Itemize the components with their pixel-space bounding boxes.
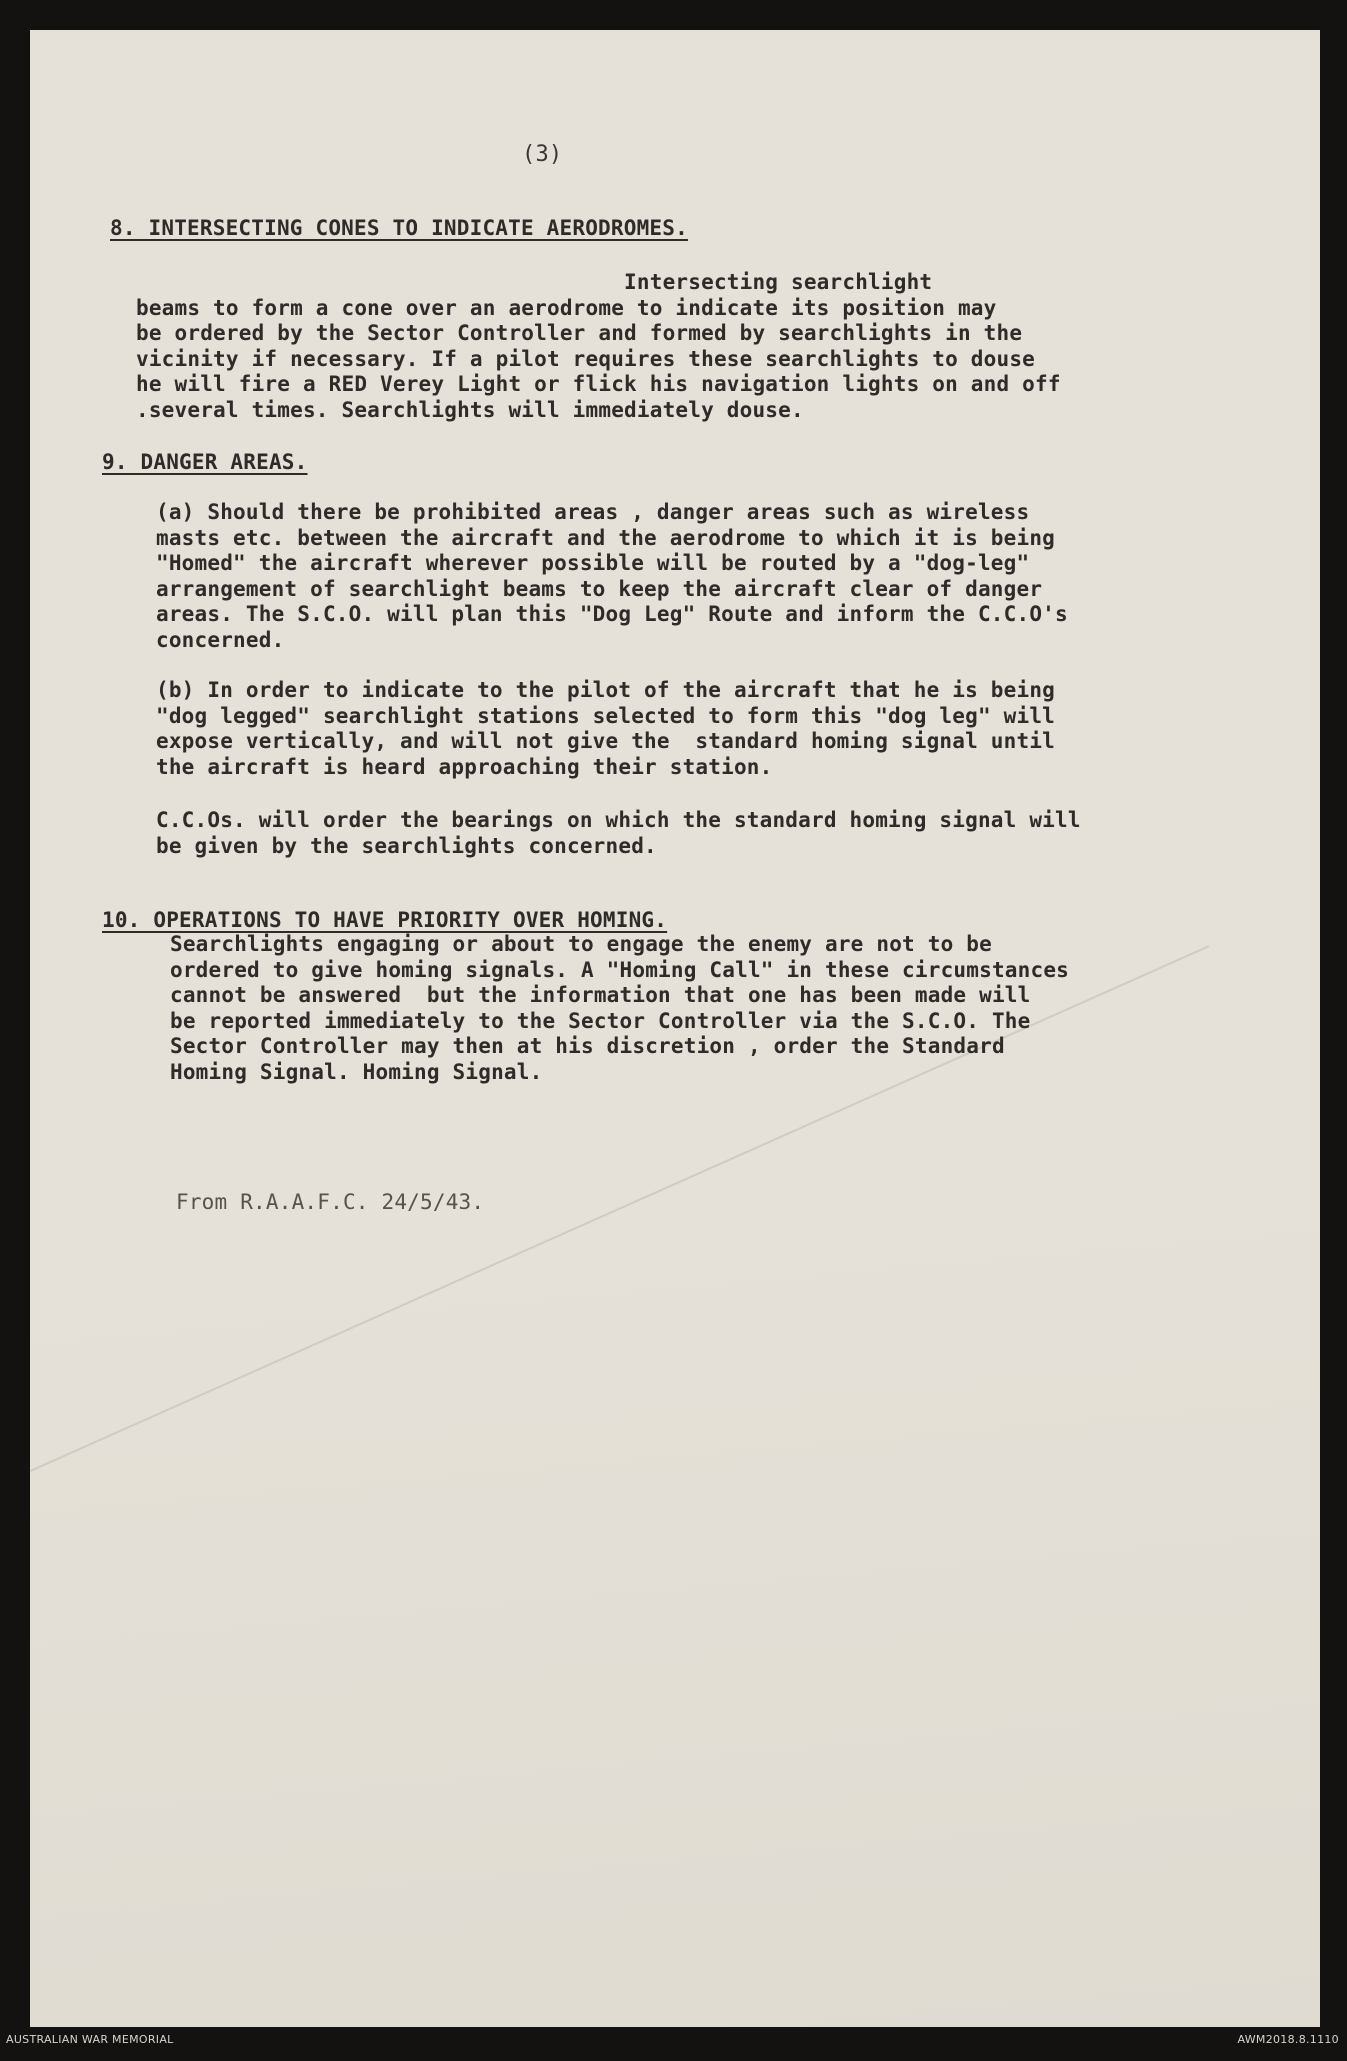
text-line: vicinity if necessary. If a pilot requires these searchlights to douse — [136, 346, 1036, 371]
footer-accession-number: AWM2018.8.1110 — [1237, 2033, 1339, 2046]
section-9c-body — [156, 808, 1081, 859]
section-9b-body — [156, 678, 1055, 780]
text-line: the aircraft is heard approaching their station. — [156, 754, 773, 779]
text-line: concerned. — [156, 627, 285, 652]
text-line: cannot be answered but the information that one has been made will — [170, 983, 1031, 1007]
text-line: expose vertically, and will not give the standard homing signal until — [156, 729, 1056, 753]
text-line: Homing Signal. Homing Signal. — [170, 1059, 543, 1084]
text-line: be given by the searchlights concerned. — [156, 833, 657, 858]
text-line: beams to form a cone over an aerodrome to indicate its position may — [136, 295, 997, 320]
text-line: masts etc. between the aircraft and the aerodrome to which it is being — [156, 525, 1056, 550]
source-reference: From R.A.A.F.C. 24/5/43. — [176, 1190, 485, 1214]
text-line: .several times. Searchlights will immediately douse. — [136, 397, 804, 422]
text-line: (a) Should there be prohibited areas , danger areas such as wireless — [156, 500, 1030, 524]
text-line: "Homed" the aircraft wherever possible will be routed by a "dog-leg" — [156, 551, 1030, 575]
text-line: Intersecting searchlight — [136, 270, 933, 294]
text-line: he will fire a RED Verey Light or flick his navigation lights on and off — [136, 372, 1061, 396]
section-10-body — [170, 932, 1069, 1085]
section-10-heading: 10. OPERATIONS TO HAVE PRIORITY OVER HOMING. — [102, 908, 668, 932]
section-9-heading: 9. DANGER AREAS. — [102, 450, 308, 474]
text-line: C.C.Os. will order the bearings on which the standard homing signal will — [156, 808, 1081, 832]
text-line: be reported immediately to the Sector Controller via the S.C.O. The — [170, 1008, 1031, 1033]
text-line: Searchlights engaging or about to engage the enemy are not to be — [170, 932, 992, 956]
section-9a-body — [156, 500, 1068, 653]
section-8-heading: 8. INTERSECTING CONES TO INDICATE AERODROMES. — [110, 216, 688, 240]
text-line: "dog legged" searchlight stations selected to form this "dog leg" will — [156, 703, 1056, 728]
document-page — [30, 30, 1320, 2027]
text-line: areas. The S.C.O. will plan this "Dog Leg" Route and inform the C.C.O's — [156, 602, 1068, 626]
text-line: (b) In order to indicate to the pilot of the aircraft that he is being — [156, 678, 1056, 702]
section-8-body — [136, 270, 1061, 423]
footer-credit: AUSTRALIAN WAR MEMORIAL — [6, 2033, 174, 2046]
text-line: ordered to give homing signals. A "Homing Call" in these circumstances — [170, 957, 1070, 982]
text-line: arrangement of searchlight beams to keep the aircraft clear of danger — [156, 576, 1043, 601]
text-line: be ordered by the Sector Controller and formed by searchlights in the — [136, 321, 1023, 345]
page-number: (3) — [522, 142, 563, 167]
text-line: Sector Controller may then at his discretion , order the Standard — [170, 1034, 1005, 1058]
